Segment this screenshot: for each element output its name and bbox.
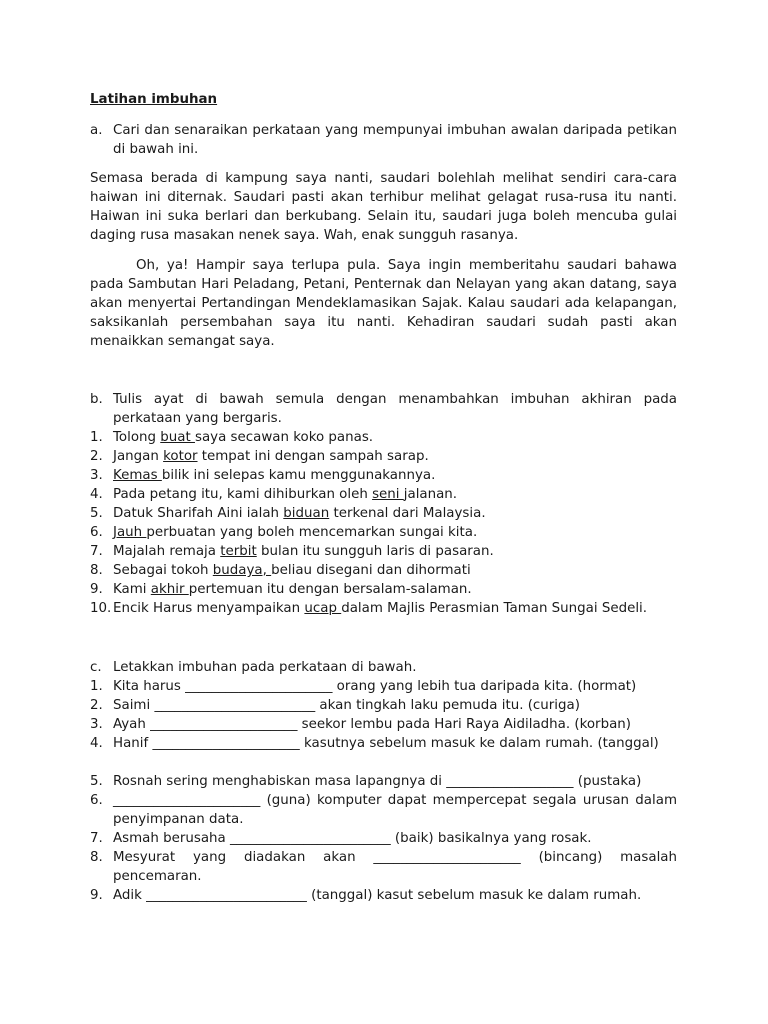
underlined-word: akhir [150,582,189,597]
item-text-after: perbuatan yang boleh mencemarkan sungai kita. [146,525,478,540]
item-number: 6. [90,525,103,540]
item-text-before: Sebagai tokoh [113,563,213,578]
underlined-word: seni [372,487,404,502]
item-number: 3. [90,468,103,483]
item-text-before: Pada petang itu, kami dihiburkan oleh [113,487,373,502]
item-text-after: beliau disegani dan dihormati [271,563,471,578]
item-text-after: bilik ini selepas kamu menggunakannya. [161,468,436,483]
item-text [113,599,677,618]
item-number: 6. [90,793,103,808]
list-item [90,523,677,542]
page-title: Latihan imbuhan [90,92,218,107]
item-text [113,447,677,466]
underlined-word: ucap [304,601,342,616]
item-text [113,580,677,599]
item-text: Mesyurat yang diadakan akan ______________________ (bincang) masalah pencemaran. [113,850,677,884]
underlined-word: kotor [163,449,198,464]
list-item [90,466,677,485]
item-number: 5. [90,506,103,521]
list-item [90,504,677,523]
list-item [90,485,677,504]
item-text-before: Jangan [113,449,164,464]
item-text [113,542,677,561]
item-text: Asmah berusaha ________________________ (baik) basikalnya yang rosak. [113,831,592,846]
section-a-label: a. [90,123,103,138]
list-item [90,447,677,466]
item-text-before: Tolong [113,430,161,445]
item-text-after: jalanan. [403,487,458,502]
item-text [113,466,677,485]
list-item [90,715,677,734]
item-text: Saimi ________________________ akan tingkah laku pemuda itu. (curiga) [113,698,580,713]
list-item [90,848,677,886]
item-text-before: Encik Harus menyampaikan [113,601,305,616]
item-text [113,504,677,523]
item-text-before: Kami [113,582,151,597]
list-item [90,599,677,618]
item-number: 4. [90,736,103,751]
item-number: 2. [90,698,103,713]
underlined-word: terbit [220,544,257,559]
item-text: Kita harus ______________________ orang yang lebih tua daripada kita. (hormat) [113,679,637,694]
list-item [90,696,677,715]
item-number: 10. [90,601,112,616]
item-text: ______________________ (guna) komputer dapat mempercepat segala urusan dalam penyimpanan data. [113,793,677,827]
underlined-word: buat [160,430,195,445]
section-c-label: c. [90,660,102,675]
section-b-instruction [90,390,677,428]
list-item [90,791,677,829]
section-a-instruction-text: Cari dan senaraikan perkataan yang mempunyai imbuhan awalan daripada petikan di bawah ini. [113,123,677,157]
item-text-after: saya secawan koko panas. [194,430,374,445]
list-item [90,734,677,753]
item-text: Rosnah sering menghabiskan masa lapangnya di ___________________ (pustaka) [113,774,642,789]
section-b-instruction-text: Tulis ayat di bawah semula dengan menambahkan imbuhan akhiran pada perkataan yang bergaris. [113,392,677,426]
item-text [113,485,677,504]
section-c-instruction [90,658,677,677]
item-number: 5. [90,774,103,789]
section-c-instruction-text: Letakkan imbuhan pada perkataan di bawah. [113,660,417,675]
item-number: 7. [90,831,103,846]
item-number: 9. [90,888,103,903]
item-number: 1. [90,430,103,445]
item-number: 1. [90,679,103,694]
list-item [90,580,677,599]
underlined-word: Jauh [113,525,147,540]
item-text [113,561,677,580]
item-text-after: terkenal dari Malaysia. [329,506,486,521]
item-number: 3. [90,717,103,732]
passage-paragraph-2: Oh, ya! Hampir saya terlupa pula. Saya ingin memberitahu saudari bahawa pada Sambutan Hari Peladang, Petani, Penternak dan Nelayan yang akan datang, saya akan menyertai Pertandingan Mendeklamasikan Sajak. Kalau saudari ada kelapangan, saksikanlah persembahan saya itu nanti. Kehadiran saudari sudah pasti akan menaikkan semangat saya. [90,258,677,349]
underlined-word: budaya, [212,563,272,578]
underlined-word: biduan [283,506,330,521]
item-number: 2. [90,449,103,464]
list-item [90,886,677,905]
list-item [90,561,677,580]
passage-paragraph-1: Semasa berada di kampung saya nanti, saudari bolehlah melihat sendiri cara-cara haiwan ini diternak. Saudari pasti akan terhibur melihat gelagat rusa-rusa itu nanti. Haiwan ini suka berlari dan berkubang. Selain itu, saudari juga boleh mencuba gulai daging rusa masakan nenek saya. Wah, enak sungguh rasanya. [90,171,677,243]
item-number: 7. [90,544,103,559]
item-number: 8. [90,563,103,578]
item-number: 4. [90,487,103,502]
item-text [113,523,677,542]
item-number: 8. [90,850,103,865]
item-number: 9. [90,582,103,597]
list-item [90,677,677,696]
list-item [90,542,677,561]
list-item [90,428,677,447]
item-text-after: bulan itu sungguh laris di pasaran. [256,544,494,559]
item-text: Adik ________________________ (tanggal) kasut sebelum masuk ke dalam rumah. [113,888,642,903]
underlined-word: Kemas [113,468,162,483]
list-item [90,772,677,791]
item-text-after: tempat ini dengan sampah sarap. [197,449,429,464]
item-text: Ayah ______________________ seekor lembu pada Hari Raya Aidiladha. (korban) [113,717,631,732]
item-text-after: pertemuan itu dengan bersalam-salaman. [188,582,472,597]
item-text [113,428,677,447]
list-item [90,829,677,848]
item-text: Hanif ______________________ kasutnya sebelum masuk ke dalam rumah. (tanggal) [113,736,659,751]
section-a-instruction [90,121,677,159]
item-text-before: Datuk Sharifah Aini ialah [113,506,284,521]
item-text-before: Majalah remaja [113,544,221,559]
section-b-label: b. [90,392,103,407]
item-text-after: dalam Majlis Perasmian Taman Sungai Sedeli. [341,601,648,616]
